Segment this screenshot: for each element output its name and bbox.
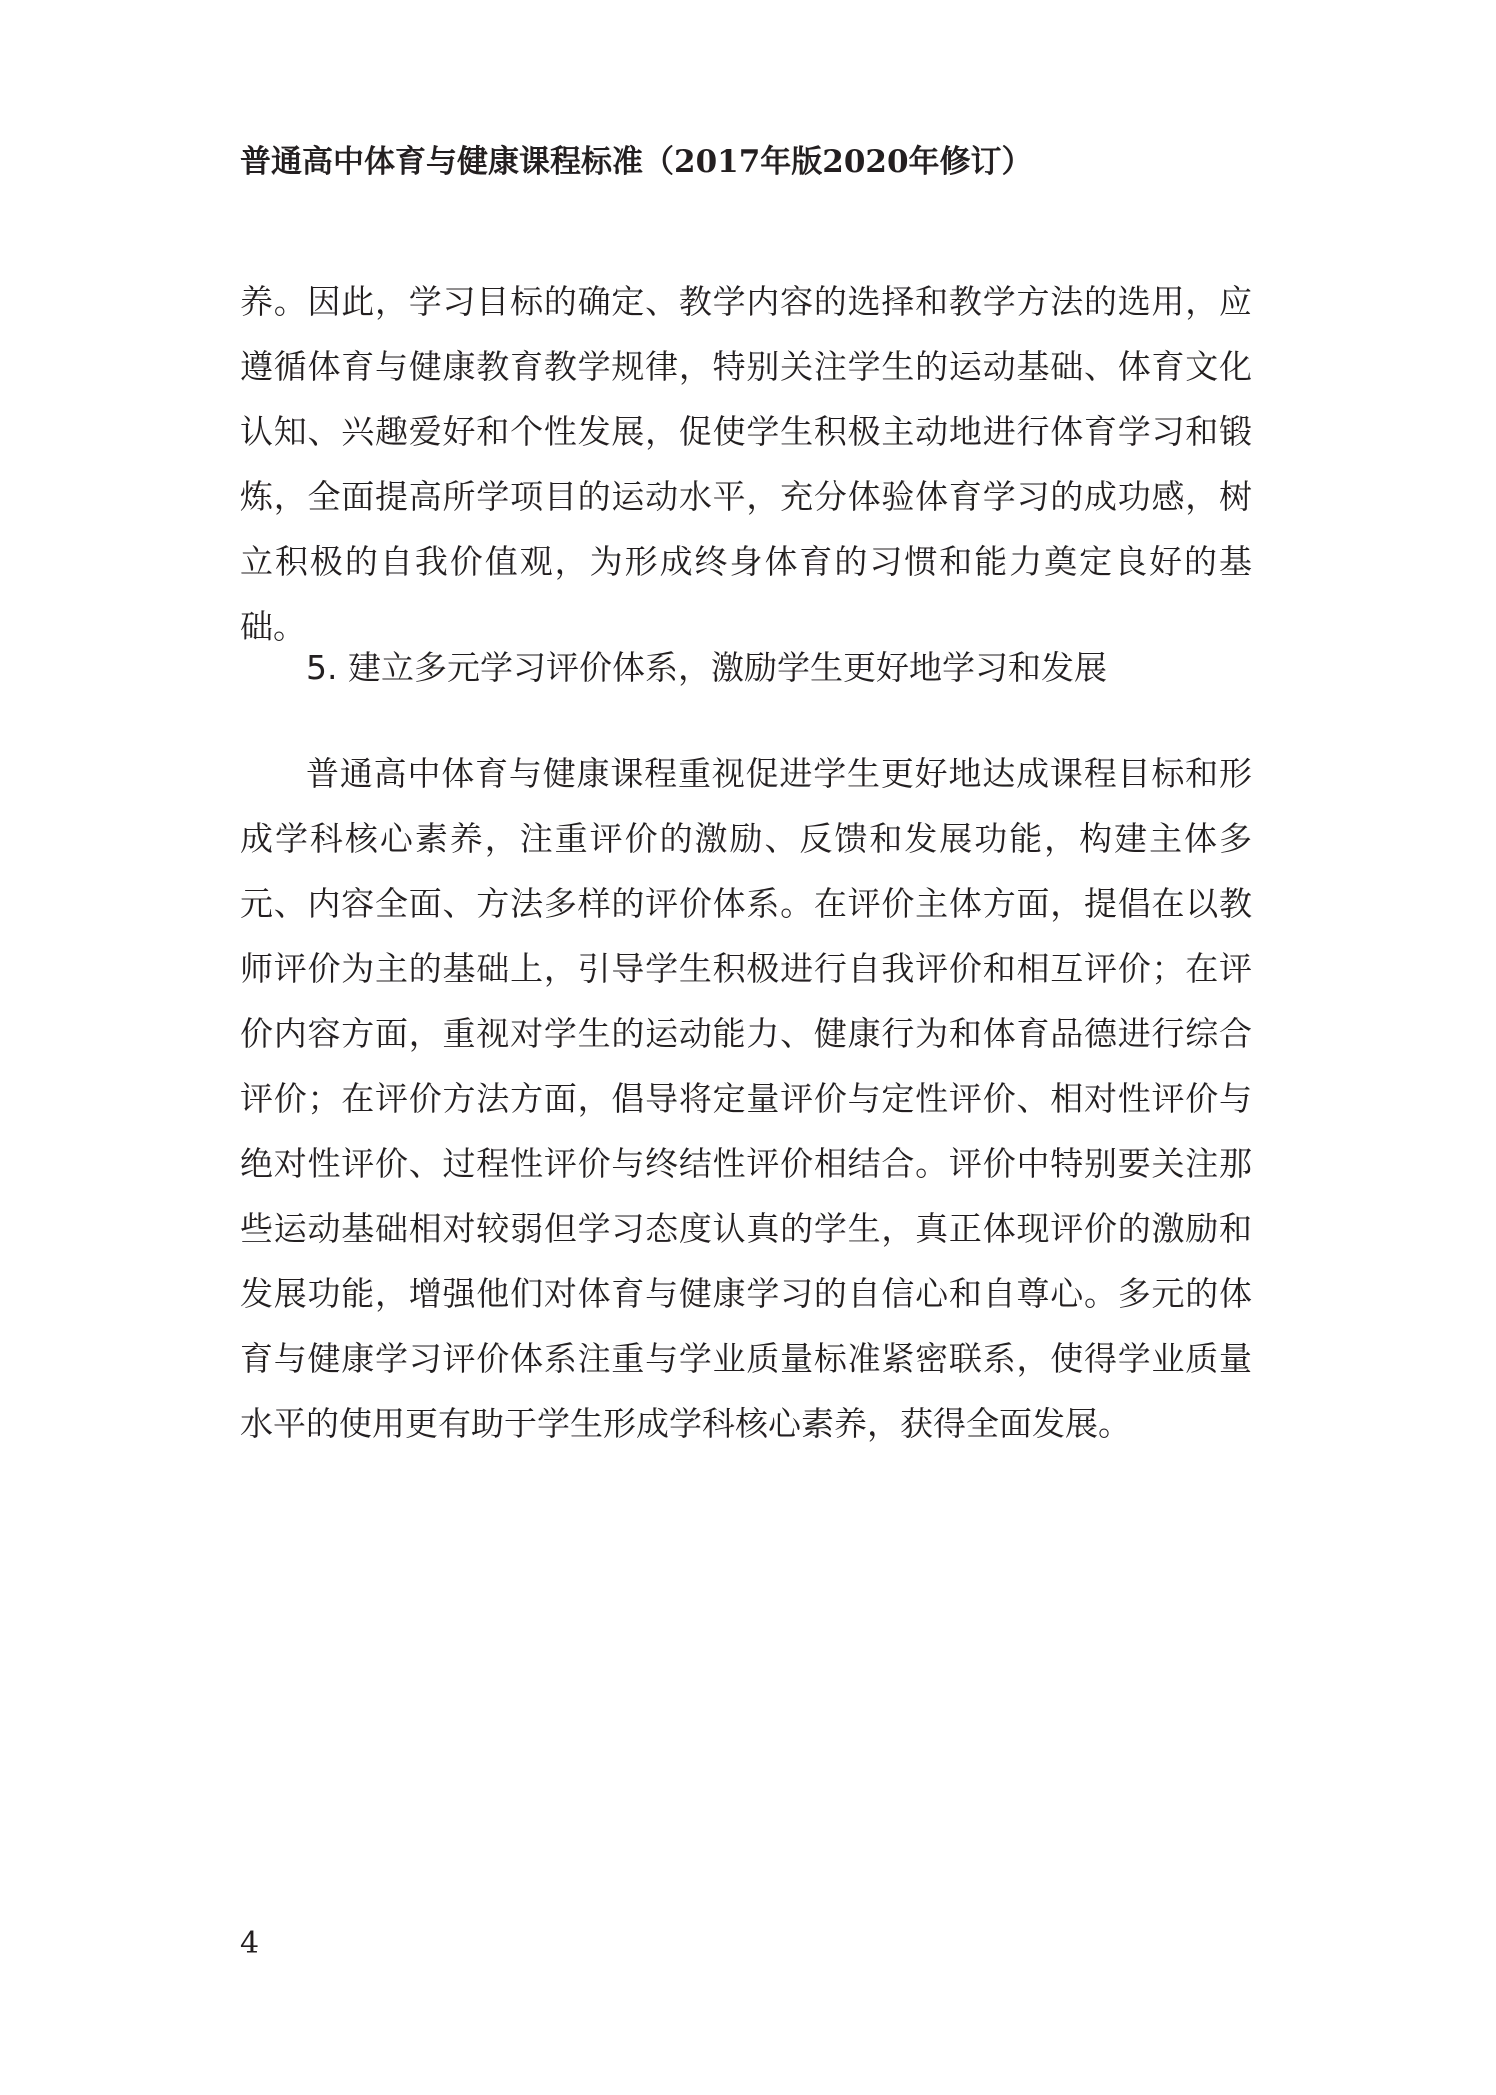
section-heading: 5. 建立多元学习评价体系，激励学生更好地学习和发展 xyxy=(306,648,1107,687)
page-number: 4 xyxy=(240,1926,260,1961)
body-paragraph-continued: 养。因此，学习目标的确定、教学内容的选择和教学方法的选用，应遵循体育与健康教育教学规律，特别关注学生的运动基础、体育文化认知、兴趣爱好和个性发展，促使学生积极主动地进行体育学习和锻炼，全面提高所学项目的运动水平，充分体验体育学习的成功感，树立积极的自我价值观，为形成终身体育的习惯和能力奠定良好的基础。 xyxy=(240,282,1252,646)
body-paragraph-evaluation: 普通高中体育与健康课程重视促进学生更好地达成课程目标和形成学科核心素养，注重评价的激励、反馈和发展功能，构建主体多元、内容全面、方法多样的评价体系。在评价主体方面，提倡在以教师评价为主的基础上，引导学生积极进行自我评价和相互评价；在评价内容方面，重视对学生的运动能力、健康行为和体育品德进行综合评价；在评价方法方面，倡导将定量评价与定性评价、相对性评价与绝对性评价、过程性评价与终结性评价相结合。评价中特别要关注那些运动基础相对较弱但学习态度认真的学生，真正体现评价的激励和发展功能，增强他们对体育与健康学习的自信心和自尊心。多元的体育与健康学习评价体系注重与学业质量标准紧密联系，使得学业质量水平的使用更有助于学生形成学科核心素养，获得全面发展。 xyxy=(240,754,1252,1443)
running-header-title: 普通高中体育与健康课程标准（2017年版2020年修订） xyxy=(240,144,1033,180)
